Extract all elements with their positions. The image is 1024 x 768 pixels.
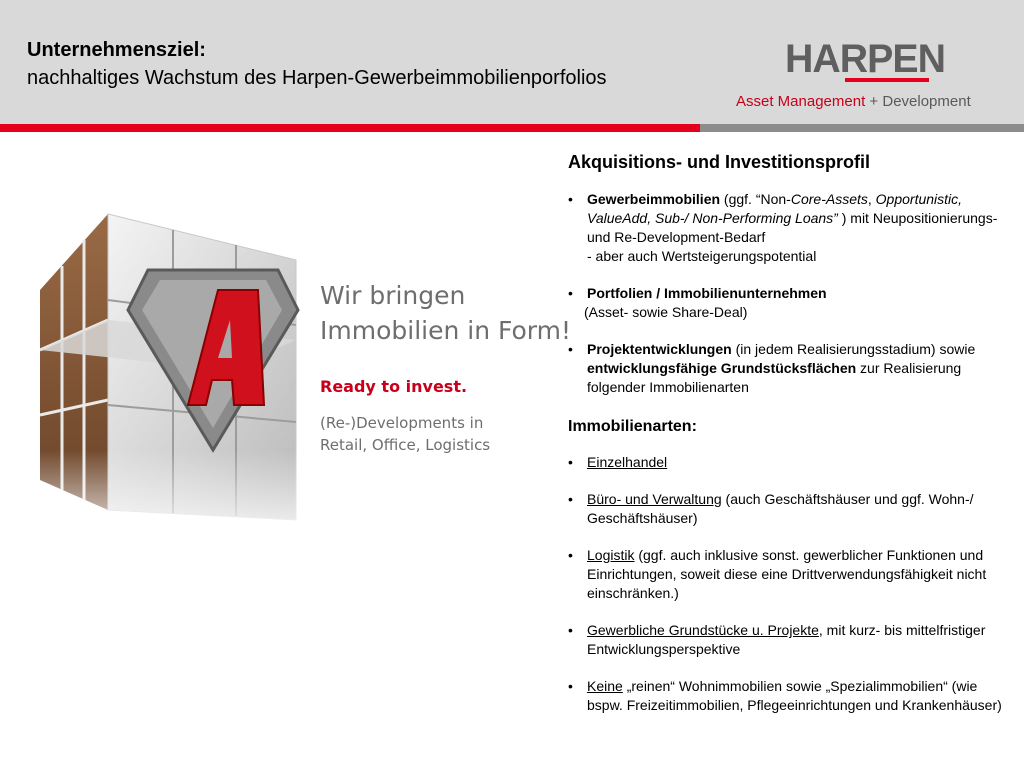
types-item-excluded: • Keine „reinen“ Wohnimmobilien sowie „Spezialimmobilien“ (wie bspw. Freizeitimmobilien, Pflegeeinrichtungen und Krankenhäuser) — [568, 677, 1014, 715]
types-item-retail: • Einzelhandel — [568, 453, 1014, 472]
types-item-plots: • Gewerbliche Grundstücke u. Projekte, mit kurz- bis mittelfristiger Entwicklungsperspektive — [568, 621, 1014, 659]
ad-slogan-line2: Immobilien in Form! — [320, 316, 571, 345]
slide-subtitle: nachhaltiges Wachstum des Harpen-Gewerbeimmobilienporfolios — [27, 67, 607, 89]
logo-underline — [845, 78, 929, 82]
header-bar — [0, 0, 1024, 124]
types-item-office: • Büro- und Verwaltung (auch Geschäftshäuser und ggf. Wohn-/ Geschäftshäuser) — [568, 490, 1014, 528]
profile-item-projects: • Projektentwicklungen (in jedem Realisierungsstadium) sowie entwicklungsfähige Grundstücksflächen zur Realisierung folgender Immobilienarten — [568, 340, 1014, 397]
tagline-development: Development — [882, 93, 971, 110]
profile-item-portfolios: • Portfolien / Immobilienunternehmen (Asset- sowie Share-Deal) — [568, 284, 1014, 322]
svg-text:HARPEN: HARPEN — [785, 38, 945, 78]
tagline-asset-management: Asset Management — [736, 93, 866, 110]
ad-developments-line1: (Re-)Developments in — [320, 414, 484, 432]
slide-title: Unternehmensziel: — [27, 39, 206, 61]
types-heading: Immobilienarten: — [568, 418, 697, 435]
harpen-logo — [785, 38, 947, 78]
header-stripe-red — [0, 124, 700, 132]
header-stripe-grey — [700, 124, 1024, 132]
building-cube-illustration — [28, 200, 308, 550]
ad-ready-to-invest: Ready to invest. — [320, 377, 468, 396]
profile-column — [568, 150, 1014, 733]
types-item-logistics: • Logistik (ggf. auch inklusive sonst. gewerblicher Funktionen und Einrichtungen, soweit diese eine Drittverwendungsfähigkeit nicht einschränken.) — [568, 546, 1014, 603]
profile-item-commercial: • Gewerbeimmobilien (ggf. “Non-Core-Assets, Opportunistic, ValueAdd, Sub-/ Non-Performing Loans” ) mit Neupositionierungs- und Re-Development-Bedarf - aber auch Wertsteigerungspotential — [568, 190, 1014, 266]
ad-slogan-line1: Wir bringen — [320, 281, 466, 310]
svg-text:A: A — [28, 200, 29, 201]
profile-heading: Akquisitions- und Investitionsprofil — [568, 152, 871, 172]
tagline-plus: + — [865, 93, 883, 110]
profile-list — [568, 190, 1014, 397]
ad-developments-line2: Retail, Office, Logistics — [320, 436, 491, 454]
types-list — [568, 453, 1014, 715]
logo-tagline — [736, 92, 971, 112]
